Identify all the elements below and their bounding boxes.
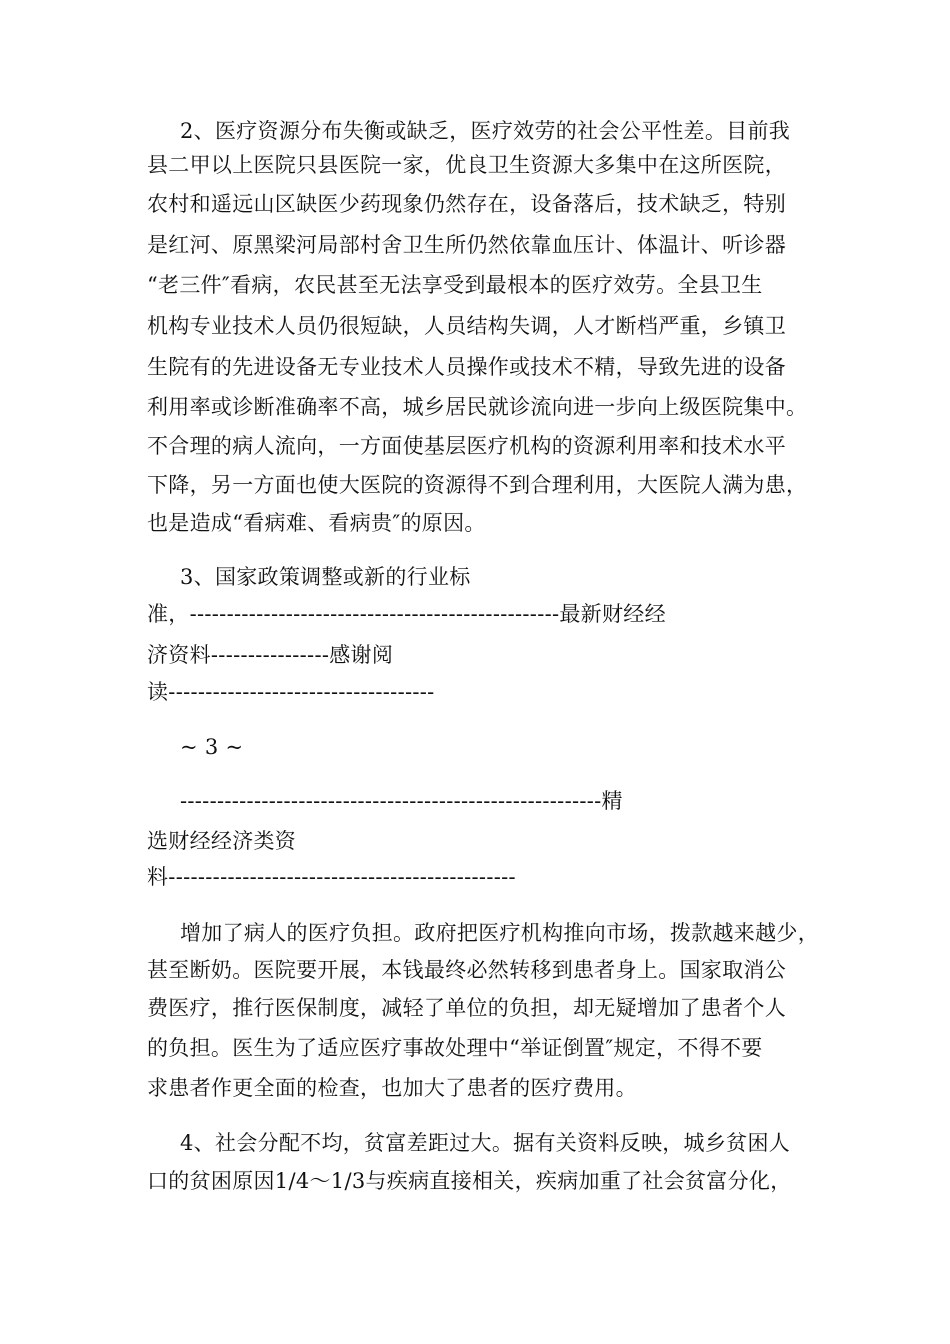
text-line: 读------------------------------------ <box>147 680 435 704</box>
text-line: “老三件″看病，农民甚至无法享受到最根本的医疗效劳。全县卫生 <box>147 273 763 297</box>
text-line: 口的贫困原因1/4～1/3与疾病直接相关，疾病加重了社会贫富分化， <box>147 1169 792 1193</box>
text-line: 的负担。医生为了适应医疗事故处理中“举证倒置″规定，不得不要 <box>147 1036 763 1060</box>
text-line: 生院有的先进设备无专业技术人员操作或技术不精，导致先进的设备 <box>147 355 786 379</box>
text-line: 甚至断奶。医院要开展，本钱最终必然转移到患者身上。国家取消公 <box>147 958 786 982</box>
text-line: 2、医疗资源分布失衡或缺乏，医疗效劳的社会公平性差。目前我 <box>180 119 791 143</box>
text-line: 增加了病人的医疗负担。政府把医疗机构推向市场，拨款越来越少， <box>180 921 819 945</box>
text-line: 费医疗，推行医保制度，减轻了单位的负担，却无疑增加了患者个人 <box>147 996 786 1020</box>
text-line: 也是造成“看病难、看病贵″的原因。 <box>147 511 486 535</box>
text-line: 县二甲以上医院只县医院一家，优良卫生资源大多集中在这所医院， <box>147 153 786 177</box>
text-line: 机构专业技术人员仍很短缺，人员结构失调，人才断档严重，乡镇卫 <box>147 314 786 338</box>
text-line: 下降，另一方面也使大医院的资源得不到合理利用，大医院人满为患， <box>147 473 808 497</box>
text-line: 料----------------------------------------------- <box>147 865 516 889</box>
text-line: 利用率或诊断准确率不高，城乡居民就诊流向进一步向上级医院集中。 <box>147 395 808 419</box>
text-line: 3、国家政策调整或新的行业标 <box>180 565 471 589</box>
text-line: 农村和遥远山区缺医少药现象仍然存在，设备落后，技术缺乏，特别 <box>147 192 786 216</box>
text-line: 是红河、原黑梁河局部村舍卫生所仍然依靠血压计、体温计、听诊器 <box>147 233 786 257</box>
text-line: 济资料----------------感谢阅 <box>147 643 394 667</box>
text-line: 求患者作更全面的检查，也加大了患者的医疗费用。 <box>147 1076 637 1100</box>
text-line: 不合理的病人流向，一方面使基层医疗机构的资源利用率和技术水平 <box>147 434 786 458</box>
text-line: ---------------------------------------------------------精 <box>180 789 623 813</box>
text-line: 4、社会分配不均，贫富差距过大。据有关资料反映，城乡贫困人 <box>180 1131 791 1155</box>
page-number: ~ 3 ~ <box>180 735 244 759</box>
text-line: 准，--------------------------------------------------最新财经经 <box>147 602 666 626</box>
text-line: 选财经经济类资 <box>147 829 297 853</box>
